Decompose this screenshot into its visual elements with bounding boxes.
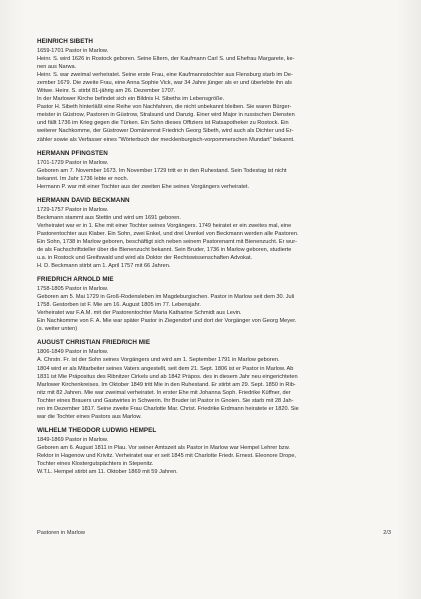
pastor-name-heading: AUGUST CHRISTIAN FRIEDRICH MIE bbox=[37, 339, 151, 347]
entry-text-line: Ein Sohn, 1738 in Marlow geboren, beschäftigt sich neben seinem Pastorenamt mit Bienenzucht. Er wur- bbox=[37, 238, 297, 245]
entry-text-line: 1659-1701 Pastor in Marlow. bbox=[37, 48, 109, 54]
entries-list bbox=[37, 38, 391, 476]
entry-text-line: (s. weiter unten) bbox=[37, 326, 78, 333]
pastor-name-heading: FRIEDRICH ARNOLD MIE bbox=[37, 276, 114, 284]
entry-text-line: bekannt. Im Jahr 1736 lebte er noch. bbox=[37, 175, 129, 182]
entry-text-line: Beckmann stammt aus Stettin und wird um 1691 geboren. bbox=[37, 214, 181, 221]
entry-text-line: weiterer Nachkomme, der Güstrower Domänenrat Friedrich Georg Sibeth, wird auch als Dichter und Er- bbox=[37, 128, 294, 135]
pastor-name-heading: HEINRICH SIBETH bbox=[37, 38, 94, 45]
entry-text-line: Pastorentochter aus Klaber. Ein Sohn, zwei Enkel, und drei Urenkel von Beckmann werden alle Pastoren. bbox=[37, 230, 299, 237]
entry-text-line: war die Tochter eines Pastors aus Marlow. bbox=[37, 413, 142, 420]
pastor-entry bbox=[37, 339, 391, 420]
entry-text-line: W.T.L. Hempel stirbt am 11. Oktober 1869 mit 59 Jahren. bbox=[37, 469, 178, 476]
entry-text-line: Pastor H. Sibeth hinterläßt eine Reihe von Nachfahren, die nicht unbekannt bleiben. Sie waren Bürger- bbox=[37, 104, 292, 111]
entry-text-line: 1806-1849 Pastor in Marlow. bbox=[37, 349, 109, 356]
entry-text-line: Marlower Kirchenkreises. Im Oktober 1849 tritt Mie in den Ruhestand. Er stirbt am 29. Sept. 1850 in Rib- bbox=[37, 381, 296, 388]
pastor-name-heading: HERMANN PFINGSTEN bbox=[37, 149, 108, 157]
entry-text-line: Tochter eines Klostergutspächters in Stepenitz. bbox=[37, 460, 154, 467]
entry-text-line: und fällt 1736 im Krieg gegen die Türken. Ein Sohn dieses Offiziers ist Ratsapotheker zu Rostock. Ein bbox=[37, 120, 289, 127]
entry-text-line: zähler sowie als Verfasser eines "Wörterbuch der mecklenburgisch-vorpommerschen Mundart" bekannt. bbox=[37, 136, 295, 143]
entry-text-line: de als Fachschriftsteller über die Bienenzucht bekannt. Sein Bruder, 1736 in Marlow geboren, studierte bbox=[37, 246, 292, 253]
entry-text-line: Heinr. S. war zweimal verheiratet. Seine erste Frau, eine Kaufmannstochter aus Flensburg starb im De- bbox=[37, 72, 293, 79]
pastor-entry bbox=[37, 150, 391, 191]
entry-text-line: Hermann P. war mit einer Tochter aus der zweiten Ehe seines Vorgängers verheiratet. bbox=[37, 183, 250, 190]
entry-text-line: In der Marlower Kirche befindet sich ein Bildnis H. Sibeths im Lebensgröße. bbox=[37, 96, 225, 103]
pastor-name-heading: WILHELM THEODOR LUDWIG HEMPEL bbox=[37, 426, 157, 434]
entry-text-line: u.a. in Rostock und Greifswald und wird als Doktor der Rechtswissenschaften Advokat. bbox=[37, 255, 253, 262]
entry-text-line: Verheiratet war er in 1. Ehe mit einer Tochter seines Vorgängers. 1749 heiratet er ein zweites mal, eine bbox=[37, 222, 292, 229]
page-number: 2/3 bbox=[383, 530, 391, 536]
entry-text-line: nitz mit 82 Jahren. Mie war zweimal verheiratet. In erster Ehe mit Johanna Soph. Friedrike Küffner, der bbox=[37, 389, 291, 396]
footer-title: Pastoren in Marlow bbox=[37, 530, 85, 536]
entry-text-line: 1758. Gestorben ist F. Mie am 16. August 1805 im 77. Lebensjahr. bbox=[37, 302, 201, 309]
entry-text-line: meister in Güstrow, Pastoren in Güstrow, Stralsund und Danzig. Einer wird Major in russischen Diensten bbox=[37, 112, 295, 119]
entry-text-line: H. D. Beckmann stirbt am 1. April 1757 mit 66 Jahren. bbox=[37, 263, 171, 270]
entry-text-line: nen aus Narwa. bbox=[37, 64, 77, 71]
entry-text-line: zember 1679. Die zweite Frau, eine Anna Sophie Vick, war 34 Jahre jünger als er und überlebte ihn als bbox=[37, 80, 292, 87]
entry-text-line: Ein Nachkomme von F. A. Mie war später Pastor in Ziegendorf und dort der Vorgänger von Georg Meyer. bbox=[37, 318, 297, 325]
pastor-entry bbox=[37, 276, 391, 333]
entry-text-line: Geboren am 5. Mai 1729 in Groß-Rodensleben im Magdeburgischen. Pastor in Marlow seit dem 30. Juli bbox=[37, 294, 295, 301]
entry-text-line: Tochter eines Brauers und Gastwirtes in Schwerin. Ihr Bruder ist Pastor in Gnoien. Sie starb mit 28 Jah- bbox=[37, 397, 294, 404]
entry-text-line: 1701-1729 Pastor in Marlow. bbox=[37, 159, 109, 166]
entry-text-line: 1758-1805 Pastor in Marlow. bbox=[37, 286, 109, 293]
pastor-name-heading: HERMANN DAVID BECKMANN bbox=[37, 196, 130, 204]
entry-text-line: 1729-1757 Pastor in Marlow. bbox=[37, 206, 109, 213]
entry-text-line: Geboren am 6. August 1811 in Plau. Vor seiner Amtszeit als Pastor in Marlow war Hempel Lehrer bzw. bbox=[37, 444, 290, 451]
entry-text-line: ren im Dezember 1817. Seine zweite Frau Charlotte Mar. Christ. Friedrike Erdmann heiratete er 1820. Sie bbox=[37, 405, 299, 412]
entry-text-line: Heinr. S. wird 1626 in Rostock geboren. Seine Eltern, der Kaufmann Carl S. und Ehefrau Margarete, ke- bbox=[37, 56, 295, 63]
entry-text-line: A. Chrstn. Fr. ist der Sohn seines Vorgängers und wird am 1. September 1791 in Marlow geboren. bbox=[37, 357, 280, 364]
entry-text-line: Witwe. Heinr. S. stirbt 81-jährig am 26. Dezember 1707. bbox=[37, 88, 176, 95]
pastor-entry bbox=[37, 427, 391, 476]
pastor-entry bbox=[37, 197, 391, 270]
entry-text-line: 1831 ist Mie Präpositus des Ribnitzer Cirkels und ab 1842 Präpos. des in diesem Jahr neu eingerichteten bbox=[37, 373, 298, 380]
entry-text-line: Geboren am 7. November 1673. Im November 1729 tritt er in den Ruhestand. Sein Todestag ist nicht bbox=[37, 167, 287, 174]
entry-text-line: 1804 wird er als Mitarbeiter seines Vaters angestellt, seit dem 21. Sept. 1806 ist er Pastor in Marlow. Ab bbox=[37, 365, 294, 372]
page-footer bbox=[37, 530, 391, 536]
entry-text-line: Rektor in Hagenow und Krivitz. Verheiratet war er seit 1845 mit Charlotte Friedr. Ernest. Eleonore Drope, bbox=[37, 452, 296, 459]
entry-text-line: 1849-1869 Pastor in Marlow. bbox=[37, 436, 109, 443]
pastor-entry bbox=[37, 38, 391, 144]
entry-text-line: Verheiratet war F.A.M. mit der Pastorentochter Maria Katharine Schmidt aus Levin. bbox=[37, 310, 242, 317]
